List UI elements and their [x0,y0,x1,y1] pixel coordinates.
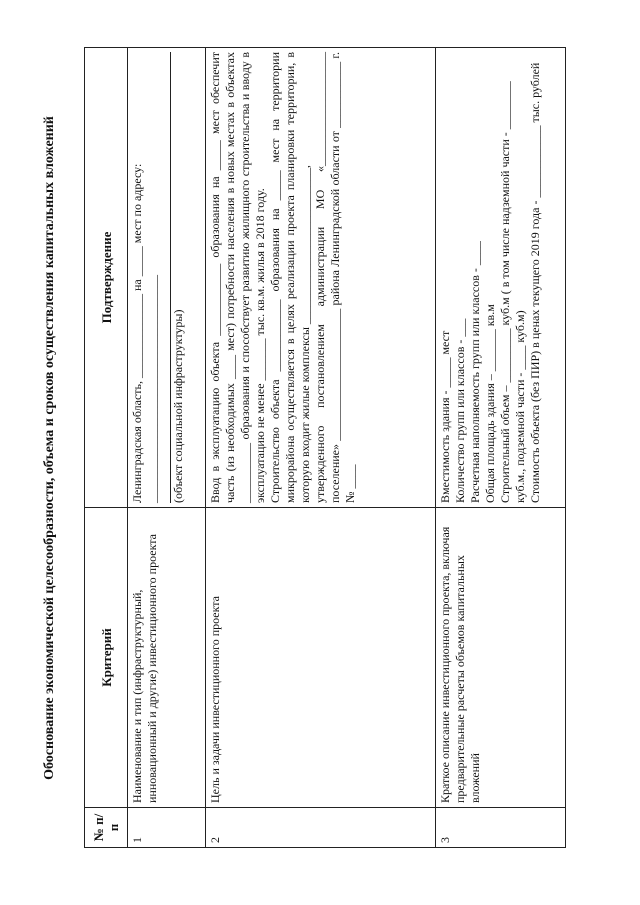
header-confirmation: Подтверждение [85,48,128,508]
table-row [206,48,436,848]
header-criterion: Критерий [85,508,128,808]
confirmation-line: Количество групп или классов - ___ [453,318,467,503]
confirmation-line: Общая площадь здания – _______ кв.м [483,304,497,503]
row-num: 1 [128,808,206,848]
table-row [436,48,566,848]
confirmation-line: Вместимость здания - _____ мест [438,330,452,503]
row-criterion: Краткое описание инвестиционного проекта, включая предварительные расчеты объемов капитальных вложений [436,508,566,808]
confirmation-line: Строительный объем – _________ куб.м ( в том числе надземной части - ________ куб.м., подземной части - ____ куб.м) [498,81,527,503]
row-criterion: Цель и задачи инвестиционного проекта [206,508,436,808]
header-num: № п/п [85,808,128,848]
confirmation-paragraph: Ввод в эксплуатацию объекта ____________ образования на _____ мест обеспечит часть (из необходимых ____ мест) потребности населения в новых местах в объектах __________ образования и способствует развитию жилищного строительства и вводу в эксплуатацию не менее _______ тыс. кв.м. жилья в 2018 году. [208,52,267,503]
confirmation-note: (объект социальной инфраструктуры) [170,52,186,503]
rotated-content [40,48,600,848]
confirmation-line: Ленинградская область, ______________ на _____ мест по адресу: ______________________________________ [130,163,159,503]
criteria-table [84,47,566,848]
row-confirmation [436,48,566,508]
row-num: 3 [436,808,566,848]
row-confirmation [206,48,436,508]
row-confirmation [128,48,206,508]
confirmation-paragraph: Строительство объекта ____________ образования на _____ мест на территории микрорайона осуществляется в целях реализации проекта планировки территории, в которую входит жилые комплексы __________________________, [268,52,312,503]
table-header-row [85,48,128,848]
row-num: 2 [206,808,436,848]
confirmation-line: Стоимость объекта (без ПИР) в ценах текущего 2019 года - ____________ тыс. рублей [528,62,542,503]
confirmation-line: Расчетная наполняемость групп или классов - ____ [468,241,482,503]
document-title: Обоснование экономической целесообразности, объема и сроков осуществления капитальных вложений [42,116,57,780]
row-criterion: Наименование и тип (инфраструктурный, инновационный и другие) инвестиционного проекта [128,508,206,808]
table-row [128,48,206,848]
confirmation-paragraph: утвержденного постановлением администрации МО «___________________ поселение» ______________________ района Ленинградской области от ___________ г. № ____ [313,52,357,503]
